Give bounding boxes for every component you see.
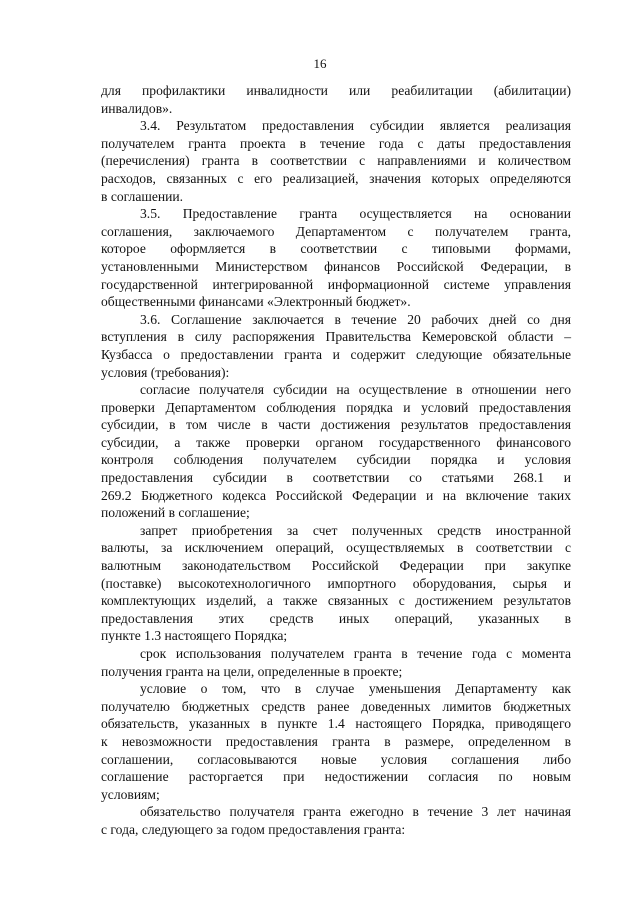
text-line: вступления в силу распоряжения Правительства Кемеровской области – xyxy=(101,329,571,345)
text-line: получателю бюджетных средств ранее доведенных лимитов бюджетных xyxy=(101,698,571,714)
paragraph xyxy=(101,803,571,838)
text-line: контроля соблюдения получателем субсидии порядка и условия xyxy=(101,452,571,468)
text-line: 3.4. Результатом предоставления субсидии является реализация xyxy=(140,118,571,134)
text-line: срок использования получателем гранта в течение года с момента xyxy=(140,646,571,661)
text-line: государственной интегрированной информационной системе управления xyxy=(101,276,571,292)
text-line: проверки Департаментом соблюдения порядка и условий предоставления xyxy=(101,399,571,415)
text-line: комплектующих изделий, а также связанных с достижением результатов xyxy=(101,593,571,609)
text-line: условие о том, что в случае уменьшения Департаменту как xyxy=(140,681,571,697)
text-line: получателем гранта проекта в течение года с даты предоставления xyxy=(101,135,571,151)
text-line: условиям; xyxy=(101,786,160,802)
text-line: которое оформляется в соответствии с типовыми формами, xyxy=(101,241,571,257)
paragraph xyxy=(101,680,571,803)
paragraph xyxy=(101,311,571,381)
text-line: для профилактики инвалидности или реабилитации (абилитации) xyxy=(101,83,571,98)
text-line: общественными финансами «Электронный бюджет». xyxy=(101,294,411,310)
text-line: валютным законодательством Российской Федерации при закупке xyxy=(101,558,571,574)
text-line: запрет приобретения за счет полученных средств иностранной xyxy=(140,522,571,538)
text-line: получения гранта на цели, определенные в проекте; xyxy=(101,663,403,679)
text-line: 269.2 Бюджетного кодекса Российской Федерации и на включение таких xyxy=(101,487,571,503)
text-line: обязательств, указанных в пункте 1.4 настоящего Порядка, приводящего xyxy=(101,716,571,732)
text-line: соглашения, заключаемого Департаментом с получателем гранта, xyxy=(101,223,571,239)
paragraph xyxy=(101,645,571,680)
text-line: (перечисления) гранта в соответствии с направлениями и количеством xyxy=(101,153,571,169)
text-line: установленными Министерством финансов Российской Федерации, в xyxy=(101,258,571,274)
text-line: в соглашении. xyxy=(101,188,184,204)
text-line: 3.6. Соглашение заключается в течение 20 рабочих дней со дня xyxy=(140,311,571,327)
page-number: 16 xyxy=(313,56,327,71)
text-line: предоставления этих средств иных операций, указанных в xyxy=(101,610,571,626)
paragraph xyxy=(101,381,571,522)
text-line: согласие получателя субсидии на осуществление в отношении него xyxy=(140,382,571,398)
document-body xyxy=(101,82,571,839)
text-line: валюты, за исключением операций, осуществляемых в соответствии с xyxy=(101,540,571,556)
text-line: расходов, связанных с его реализацией, значения которых определяются xyxy=(101,170,571,186)
text-line: к невозможности предоставления гранта в размере, определенном в xyxy=(101,733,571,749)
text-line: субсидии, а также проверки органом государственного финансового xyxy=(101,434,571,450)
text-line: инвалидов». xyxy=(101,100,173,116)
text-line: предоставления субсидии в соответствии со статьями 268.1 и xyxy=(101,470,571,486)
text-line: Кузбасса о предоставлении гранта и содержит следующие обязательные xyxy=(101,346,571,362)
paragraph xyxy=(101,117,571,205)
paragraph xyxy=(101,205,571,311)
paragraph xyxy=(101,522,571,645)
text-line: 3.5. Предоставление гранта осуществляется на основании xyxy=(140,206,571,222)
text-line: соглашении, согласовываются новые условия соглашения либо xyxy=(101,751,571,767)
text-line: пункте 1.3 настоящего Порядка; xyxy=(101,628,288,644)
text-line: субсидии, в том числе в части достижения результатов предоставления xyxy=(101,417,571,433)
text-line: с года, следующего за годом предоставления гранта: xyxy=(101,821,406,837)
text-line: (поставке) высокотехнологичного импортного оборудования, сырья и xyxy=(101,575,571,591)
text-line: условия (требования): xyxy=(101,364,230,380)
text-line: обязательство получателя гранта ежегодно в течение 3 лет начиная xyxy=(140,804,571,820)
text-line: соглашение расторгается при недостижении согласия по новым xyxy=(101,769,571,785)
paragraph xyxy=(101,82,571,117)
text-line: положений в соглашение; xyxy=(101,505,250,521)
